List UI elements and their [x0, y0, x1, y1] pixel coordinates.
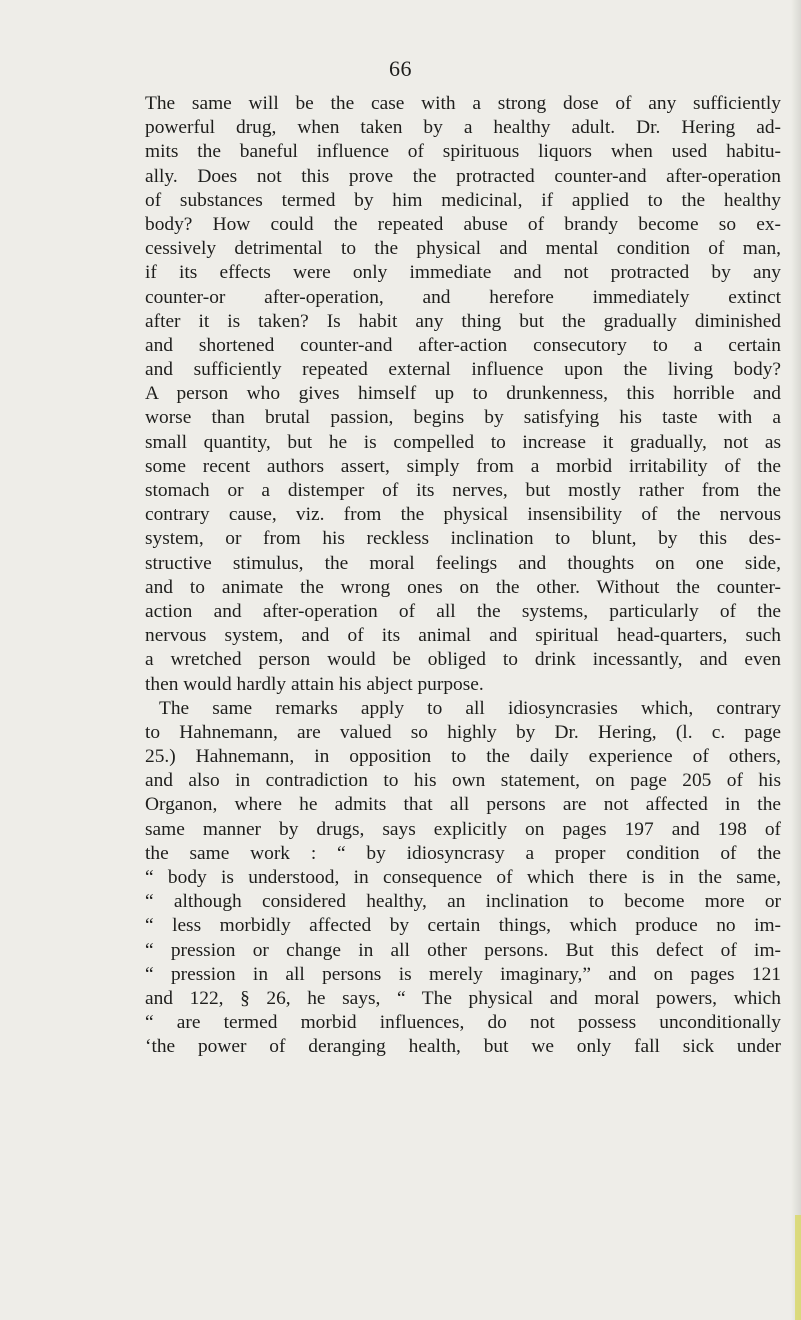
text-line: “ body is understood, in consequence of which there is in the same, [145, 867, 781, 888]
text-line: The same will be the case with a strong dose of any sufficiently [145, 93, 781, 114]
text-line: and also in contradiction to his own statement, on page 205 of his [145, 770, 781, 792]
text-line: to Hahnemann, are valued so highly by Dr. Hering, (l. c. page [145, 721, 781, 743]
text-line: action and after-operation of all the systems, particularly of the [145, 600, 781, 622]
page-edge-mark [795, 1215, 801, 1320]
text-line: the same work : “ by idiosyncrasy a proper condition of the [145, 842, 781, 864]
text-line: A person who gives himself up to drunkenness, this horrible and [145, 383, 781, 405]
text-line: then would hardly attain his abject purpose. [145, 673, 484, 695]
paragraph-start-line: The same remarks apply to all idiosyncrasies which, contrary [159, 697, 781, 719]
text-line: and sufficiently repeated external influence upon the living body? [145, 359, 781, 381]
body-text [145, 92, 781, 1060]
text-line: cessively detrimental to the physical and mental condition of man, [145, 238, 781, 260]
text-line: structive stimulus, the moral feelings and thoughts on one side, [145, 552, 781, 574]
text-line: worse than brutal passion, begins by satisfying his taste with a [145, 407, 781, 429]
text-line: and to animate the wrong ones on the other. Without the counter- [145, 576, 781, 598]
text-line: “ less morbidly affected by certain things, which produce no im- [145, 915, 781, 937]
text-line: powerful drug, when taken by a healthy adult. Dr. Hering ad- [145, 117, 781, 139]
text-line: contrary cause, viz. from the physical insensibility of the nervous [145, 504, 781, 526]
text-line: ally. Does not this prove the protracted counter-and after-operation [145, 165, 781, 187]
text-line: ‘the power of deranging health, but we only fall sick under [145, 1036, 781, 1058]
text-line: 25.) Hahnemann, in opposition to the daily experience of others, [145, 746, 781, 768]
text-line: stomach or a distemper of its nerves, but mostly rather from the [145, 480, 781, 501]
text-line: and shortened counter-and after-action consecutory to a certain [145, 334, 781, 356]
text-line: system, or from his reckless inclination to blunt, by this des- [145, 528, 781, 550]
text-line: “ pression or change in all other persons. But this defect of im- [145, 939, 781, 961]
text-line: “ pression in all persons is merely imaginary,” and on pages 121 [145, 963, 781, 985]
text-line: body? How could the repeated abuse of brandy become so ex- [145, 213, 781, 235]
text-line: “ are termed morbid influences, do not possess unconditionally [145, 1012, 781, 1034]
text-line: “ although considered healthy, an inclination to become more or [145, 891, 781, 913]
text-line: if its effects were only immediate and not protracted by any [145, 262, 781, 284]
text-line: a wretched person would be obliged to drink incessantly, and even [145, 649, 781, 671]
text-line: Organon, where he admits that all persons are not affected in the [145, 794, 781, 816]
text-line: same manner by drugs, says explicitly on pages 197 and 198 of [145, 818, 781, 840]
text-line: after it is taken? Is habit any thing but the gradually diminished [145, 310, 781, 332]
text-line: of substances termed by him medicinal, if applied to the healthy [145, 189, 781, 211]
text-line: mits the baneful influence of spirituous liquors when used habitu- [145, 141, 781, 163]
text-line: small quantity, but he is compelled to increase it gradually, not as [145, 431, 781, 453]
text-line: nervous system, and of its animal and spiritual head-quarters, such [145, 625, 781, 647]
text-line: some recent authors assert, simply from a morbid irritability of the [145, 455, 781, 477]
page-edge-shadow [791, 0, 801, 1320]
text-line: and 122, § 26, he says, “ The physical and moral powers, which [145, 987, 781, 1009]
text-line: counter-or after-operation, and herefore immediately extinct [145, 286, 781, 308]
page-number: 66 [389, 56, 412, 81]
